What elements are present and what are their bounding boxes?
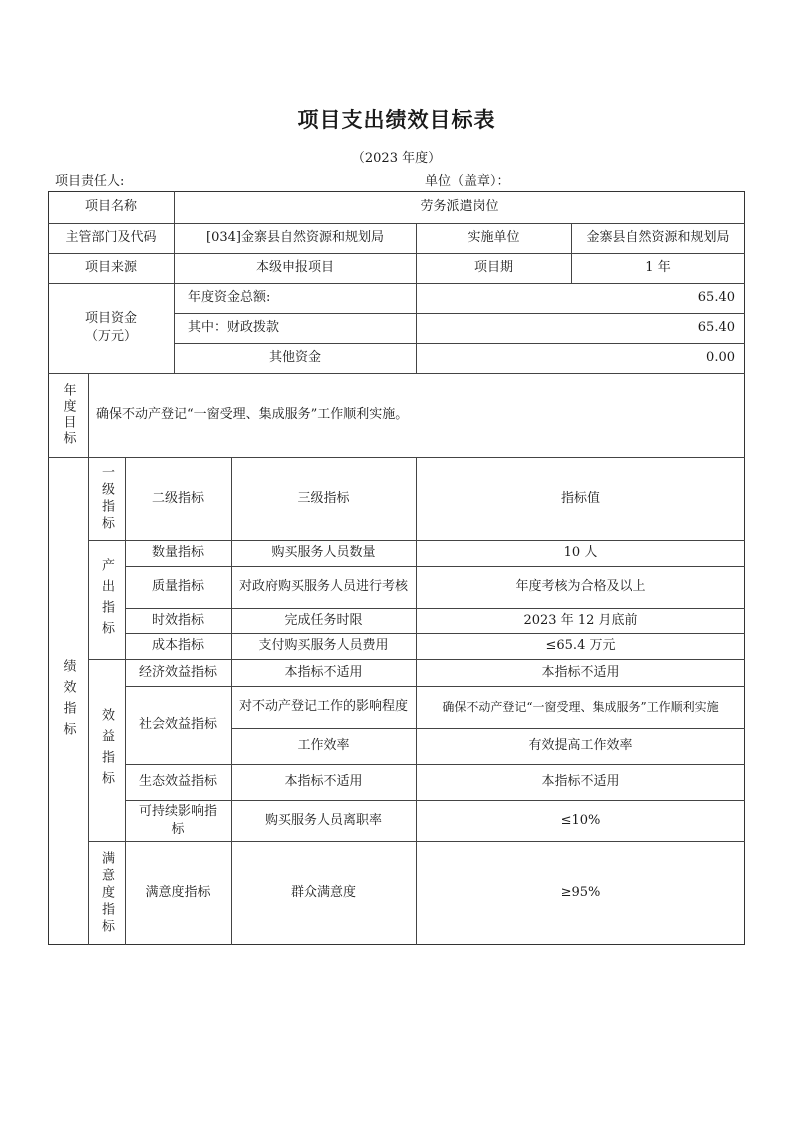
indicator-level2: 成本指标: [151, 638, 204, 653]
indicator-value: 有效提高工作效率: [528, 738, 633, 753]
indicator-level3: 本指标不适用: [284, 664, 363, 680]
fiscal-allocation-label: 其中：财政拨款: [188, 320, 280, 335]
output-indicators-label: 产出指标: [99, 557, 114, 642]
indicator-level3: 对不动产登记工作的影响程度: [239, 699, 409, 714]
unit-seal-label: 单位（盖章）：: [425, 174, 510, 189]
header-level2: 二级指标: [151, 490, 204, 506]
satisfaction-indicators-label: 满意度指标: [99, 850, 114, 936]
indicator-level2: 时效指标: [151, 612, 204, 628]
indicator-value: 本指标不适用: [541, 774, 620, 789]
implementing-unit-label: 实施单位: [467, 230, 520, 245]
header-level1: 一级指标: [99, 464, 114, 533]
other-funds-value: 0.00: [706, 350, 735, 365]
indicator-level2: 生态效益指标: [138, 774, 217, 789]
indicator-level3: 完成任务时限: [284, 612, 363, 628]
indicator-value: 本指标不适用: [541, 664, 620, 680]
document-title: 项目支出绩效目标表: [297, 107, 496, 132]
department-value: [034]金寨县自然资源和规划局: [206, 230, 384, 245]
department-label: 主管部门及代码: [65, 230, 157, 245]
indicator-value: 年度考核为合格及以上: [515, 579, 646, 594]
annual-total-label: 年度资金总额:: [188, 290, 271, 305]
indicator-level3: 群众满意度: [290, 885, 356, 900]
performance-indicators-label: 绩效指标: [60, 659, 76, 743]
indicator-level3: 工作效率: [297, 738, 350, 753]
annual-goal-label: 年度目标: [60, 383, 76, 447]
indicator-level3: 对政府购买服务人员进行考核: [239, 579, 409, 594]
indicator-level3: 本指标不适用: [284, 774, 363, 789]
project-period-value: 1 年: [645, 260, 671, 275]
indicator-value: ≤65.4 万元: [545, 638, 616, 653]
annual-total-value: 65.40: [697, 290, 735, 305]
indicator-level3: 支付购买服务人员费用: [258, 638, 389, 653]
indicator-level2: 质量指标: [151, 579, 204, 594]
project-name-value: 劳务派遣岗位: [420, 199, 499, 214]
indicator-level2: 经济效益指标: [138, 664, 217, 680]
header-value: 指标值: [560, 490, 600, 506]
indicator-level2: 满意度指标: [145, 885, 211, 900]
indicator-value: ≥95%: [560, 885, 601, 900]
indicator-value: 10 人: [563, 545, 598, 560]
indicator-level2: 数量指标: [151, 545, 204, 560]
other-funds-label: 其他资金: [268, 350, 321, 365]
annual-goal-text: 确保不动产登记“一窗受理、集成服务”工作顺利实施。: [96, 407, 409, 422]
indicator-value: 2023 年 12 月底前: [523, 612, 638, 628]
header-level3: 三级指标: [297, 490, 350, 506]
indicator-level2: 可持续影响指标: [138, 803, 217, 837]
responsible-person-label: 项目责任人:: [55, 174, 125, 189]
project-source-label: 项目来源: [84, 260, 137, 275]
indicator-value: 确保不动产登记“一窗受理、集成服务”工作顺利实施: [442, 700, 719, 714]
benefit-indicators-label: 效益指标: [99, 708, 114, 792]
project-name-label: 项目名称: [84, 199, 137, 214]
implementing-unit-value: 金寨县自然资源和规划局: [586, 230, 730, 245]
project-source-value: 本级申报项目: [255, 260, 334, 275]
fiscal-allocation-value: 65.40: [697, 320, 735, 335]
fiscal-year: （2023 年度）: [351, 151, 442, 166]
indicator-level3: 购买服务人员数量: [271, 545, 376, 560]
project-funds-label: 项目资金（万元）: [84, 311, 137, 344]
indicator-value: ≤10%: [560, 812, 601, 828]
project-period-label: 项目期: [473, 260, 513, 275]
indicator-level3: 购买服务人员离职率: [264, 812, 382, 828]
indicator-level2: 社会效益指标: [138, 717, 217, 732]
